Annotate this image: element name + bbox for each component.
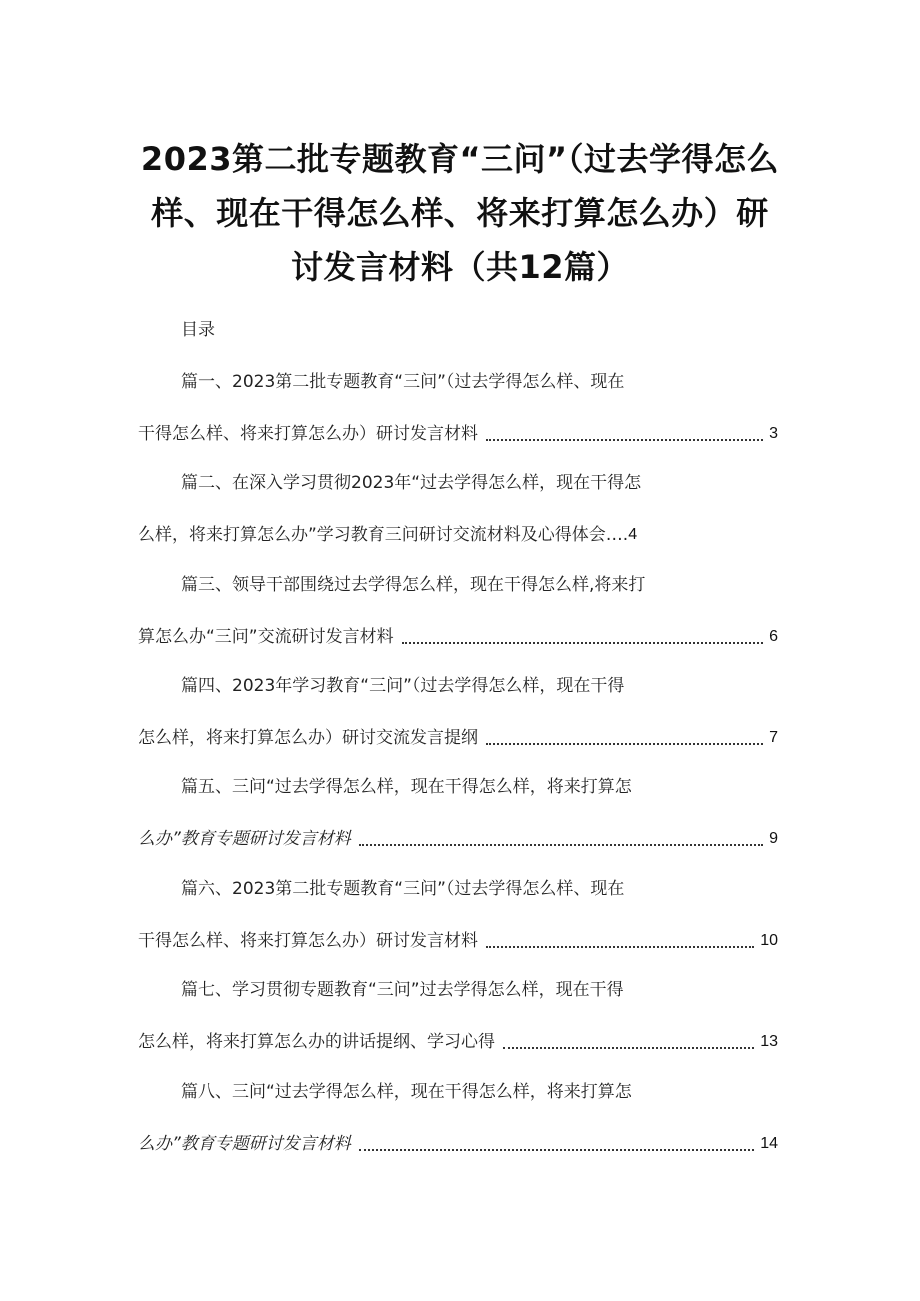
toc-page-number: 10 <box>760 932 778 949</box>
toc-entry[interactable] <box>0 1080 920 1170</box>
toc-entry-title-line-1: 篇三、领导干部围绕过去学得怎么样，现在干得怎么样,将来打 <box>181 575 646 595</box>
toc-page-number: 13 <box>760 1033 778 1050</box>
document-title-line-1: 2023第二批专题教育“三问”（过去学得怎么 <box>140 140 780 178</box>
toc-entry-continuation: 算怎么办“三问”交流研讨发言材料 <box>138 627 394 647</box>
toc-entry[interactable] <box>0 978 920 1068</box>
toc-entry-title-line-1: 篇一、2023第二批专题教育“三问”（过去学得怎么样、现在 <box>181 372 625 392</box>
toc-entry[interactable] <box>0 674 920 764</box>
toc-entry-continuation: 干得怎么样、将来打算怎么办）研讨发言材料 <box>138 931 478 951</box>
toc-entry-title-line-2 <box>138 825 778 851</box>
toc-dot-leader <box>486 438 763 441</box>
toc-entry-continuation: 么办”教育专题研讨发言材料 <box>138 829 351 849</box>
toc-entry[interactable] <box>0 370 920 460</box>
toc-dot-leader <box>486 945 754 948</box>
toc-entry-title-line-2 <box>138 521 778 547</box>
toc-entry-continuation: 么办”教育专题研讨发言材料 <box>138 1134 351 1154</box>
toc-dot-leader <box>359 1148 754 1151</box>
toc-entry-title-line-1: 篇七、学习贯彻专题教育“三问”过去学得怎么样，现在干得 <box>181 980 624 1000</box>
toc-entry-title-line-1: 篇二、在深入学习贯彻2023年“过去学得怎么样，现在干得怎 <box>181 473 642 493</box>
toc-entry-title-line-2 <box>138 1028 778 1054</box>
toc-entry-title-line-2 <box>138 927 778 953</box>
toc-page-number: 4 <box>628 526 638 543</box>
toc-entry-continuation: 怎么样，将来打算怎么办的讲话提纲、学习心得 <box>138 1032 495 1052</box>
document-title-line-3: 讨发言材料（共12篇） <box>290 248 630 286</box>
toc-entry[interactable] <box>0 775 920 865</box>
toc-entry-title-line-1: 篇五、三问“过去学得怎么样，现在干得怎么样，将来打算怎 <box>181 777 632 797</box>
toc-dot-leader <box>486 742 763 745</box>
toc-entry-continuation: 干得怎么样、将来打算怎么办）研讨发言材料 <box>138 424 478 444</box>
toc-entry-continuation: 怎么样，将来打算怎么办）研讨交流发言提纲 <box>138 728 478 748</box>
toc-entry[interactable] <box>0 471 920 561</box>
toc-page-number: 7 <box>769 729 778 746</box>
toc-dot-leader <box>359 843 763 846</box>
toc-page-number: 9 <box>769 830 778 847</box>
toc-dot-leader <box>402 641 763 644</box>
toc-entry[interactable] <box>0 877 920 967</box>
toc-page-number: 14 <box>760 1135 778 1152</box>
toc-entry-title-line-1: 篇八、三问“过去学得怎么样，现在干得怎么样，将来打算怎 <box>181 1082 632 1102</box>
toc-entry[interactable] <box>0 573 920 663</box>
toc-entry-title-line-2 <box>138 623 778 649</box>
toc-page-number: 3 <box>769 425 778 442</box>
toc-entry-title-line-1: 篇四、2023年学习教育“三问”（过去学得怎么样，现在干得 <box>181 676 625 696</box>
toc-page-number: 6 <box>769 628 778 645</box>
toc-dot-leader <box>503 1046 754 1049</box>
toc-heading: 目录 <box>181 320 215 340</box>
toc-entry-continuation: 么样，将来打算怎么办”学习教育三问研讨交流材料及心得体会…. <box>138 525 629 545</box>
document-title-line-2: 样、现在干得怎么样、将来打算怎么办）研 <box>151 194 769 232</box>
toc-entry-title-line-2 <box>138 420 778 446</box>
toc-entry-title-line-2 <box>138 724 778 750</box>
toc-entry-title-line-2 <box>138 1130 778 1156</box>
toc-entry-title-line-1: 篇六、2023第二批专题教育“三问”（过去学得怎么样、现在 <box>181 879 625 899</box>
